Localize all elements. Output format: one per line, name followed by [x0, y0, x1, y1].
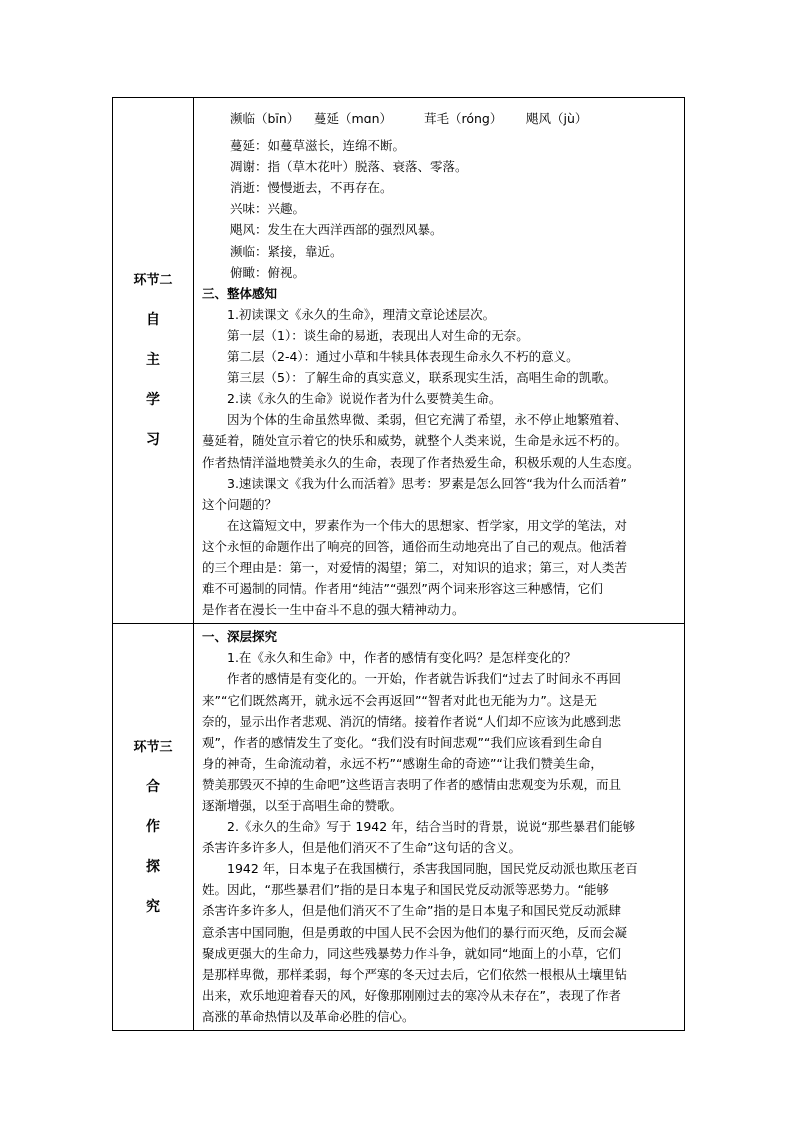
- answer-line: 是那样卑微，那样柔弱，每个严寒的冬天过去后，它们依然一根根从土壤里钻: [202, 966, 628, 982]
- definition-line: 兴味：兴趣。: [230, 201, 306, 217]
- answer-line: 难不可遏制的同情。作者用“纯洁”“强烈”两个词来形容这三种感情，它们: [202, 581, 603, 597]
- answer-line: 意杀害中国同胞，但是勇敢的中国人民不会因为他们的暴行而灭绝，反而会凝: [202, 924, 628, 940]
- section-char: 究: [146, 898, 160, 915]
- answer-line: 在这篇短文中，罗素作为一个伟大的思想家、哲学家，用文学的笔法，对: [227, 517, 628, 533]
- lesson-plan-table: [112, 97, 685, 1031]
- answer-line: 蔓延着，随处宣示着它的快乐和威势，就整个人类来说，生命是永远不朽的。: [202, 433, 628, 449]
- question-line: 1.初读课文《永久的生命》，理清文章论述层次。: [227, 306, 496, 322]
- answer-line: 是作者在漫长一生中奋斗不息的强大精神动力。: [202, 602, 465, 618]
- pinyin-item: 飓风（jù）: [526, 111, 588, 126]
- section-char: 主: [146, 352, 160, 369]
- answer-line: 来”“它们既然离开，就永远不会再返回”“智者对此也无能为力”。这是无: [202, 692, 597, 708]
- section-label-cell: [113, 98, 194, 624]
- question-line: 1.在《永久和生命》中，作者的感情有变化吗？是怎样变化的？: [227, 650, 577, 666]
- question-line: 2.读《永久的生命》说说作者为什么要赞美生命。: [227, 391, 502, 407]
- pinyin-item: 濒临（bīn）: [230, 111, 300, 126]
- pinyin-item: 蔓延（mɑn）: [314, 111, 393, 126]
- answer-line: 姓。因此，“那些暴君们”指的是日本鬼子和国民党反动派等恶势力。“能够: [202, 882, 609, 898]
- section-title: 环节三: [133, 739, 173, 755]
- answer-line: 逐渐增强，以至于高唱生命的赞歌。: [202, 798, 403, 813]
- question-line: 2.《永久的生命》写于 1942 年，结合当时的背景，说说“那些暴君们能够: [227, 819, 636, 835]
- answer-line: 作者热情洋溢地赞美永久的生命，表现了作者热爱生命，积极乐观的人生态度。: [202, 454, 640, 470]
- text-line: 第一层（1）：谈生命的易逝，表现出人对生命的无奈。: [227, 327, 529, 343]
- answer-line: 出来，欢乐地迎着春天的风，好像那刚刚过去的寒冷从未存在”，表现了作者: [202, 987, 621, 1003]
- answer-line: 奈的，显示出作者悲观、消沉的情绪。接着作者说“人们却不应该为此感到悲: [202, 713, 621, 729]
- answer-line: 1942 年，日本鬼子在我国横行，杀害我国同胞，国民党反动派也欺压老百: [227, 861, 638, 877]
- question-line: 杀害许多许多人，但是他们消灭不了生命”这句话的含义。: [202, 840, 521, 856]
- section-title: 环节二: [133, 273, 173, 289]
- section-heading: 三、整体感知: [202, 285, 278, 301]
- section-content-cell: [194, 98, 685, 624]
- pinyin-row: [202, 108, 678, 129]
- section-char: 作: [146, 818, 160, 835]
- question-line: 这个问题的？: [202, 496, 278, 512]
- section-label-cell: [113, 624, 194, 1031]
- definition-line: 濒临：紧接，靠近。: [230, 243, 343, 259]
- section-content-cell: [194, 624, 685, 1031]
- answer-line: 这个永恒的命题作出了响亮的回答，通俗而生动地亮出了自己的观点。他活着: [202, 538, 628, 554]
- definition-line: 消逝：慢慢逝去，不再存在。: [230, 180, 393, 196]
- answer-line: 赞美那毁灭不掉的生命吧”这些语言表明了作者的感情由悲观变为乐观，而且: [202, 776, 621, 792]
- answer-line: 聚成更强大的生命力，同这些残暴势力作斗争，就如同“地面上的小草，它们: [202, 945, 621, 961]
- answer-line: 作者的感情是有变化的。一开始，作者就告诉我们“过去了时间永不再回: [227, 671, 621, 687]
- question-line: 3.速读课文《我为什么而活着》思考：罗素是怎么回答“我为什么而活着”: [227, 475, 627, 491]
- definition-line: 蔓延：如蔓草滋长，连绵不断。: [230, 138, 406, 154]
- answer-line: 杀害许多许多人，但是他们消灭不了生命”指的是日本鬼子和国民党反动派肆: [202, 903, 621, 919]
- section-char: 学: [146, 392, 160, 409]
- text-line: 第三层（5）：了解生命的真实意义，联系现实生活，高唱生命的凯歌。: [227, 370, 617, 386]
- section-char: 探: [146, 858, 160, 875]
- section-row-self-study: [113, 98, 685, 624]
- answer-line: 高涨的革命热情以及革命必胜的信心。: [202, 1008, 415, 1024]
- answer-line: 的三个理由是：第一，对爱情的渴望；第二，对知识的追求；第三，对人类苦: [202, 559, 628, 575]
- answer-line: 观”，作者的感情发生了变化。“我们没有时间悲观”“我们应该看到生命自: [202, 734, 603, 750]
- definition-line: 飓风：发生在大西洋西部的强烈风暴。: [230, 222, 443, 238]
- text-line: 第二层（2-4）：通过小草和牛犊具体表现生命永久不朽的意义。: [227, 349, 579, 365]
- pinyin-item: 茸毛（róng）: [424, 111, 503, 126]
- section-heading: 一、深层探究: [202, 629, 278, 645]
- section-char: 自: [146, 312, 160, 329]
- section-row-cooperative-inquiry: [113, 624, 685, 1031]
- answer-line: 身的神奇，生命流动着，永远不朽”“感谢生命的奇迹”“让我们赞美生命，: [202, 755, 603, 771]
- answer-line: 因为个体的生命虽然卑微、柔弱，但它充满了希望，永不停止地繁殖着、: [227, 412, 628, 428]
- section-char: 习: [146, 432, 160, 449]
- definition-line: 凋谢：指（草木花叶）脱落、衰落、零落。: [230, 159, 468, 175]
- section-char: 合: [146, 778, 160, 795]
- definition-line: 俯瞰：俯视。: [230, 264, 306, 280]
